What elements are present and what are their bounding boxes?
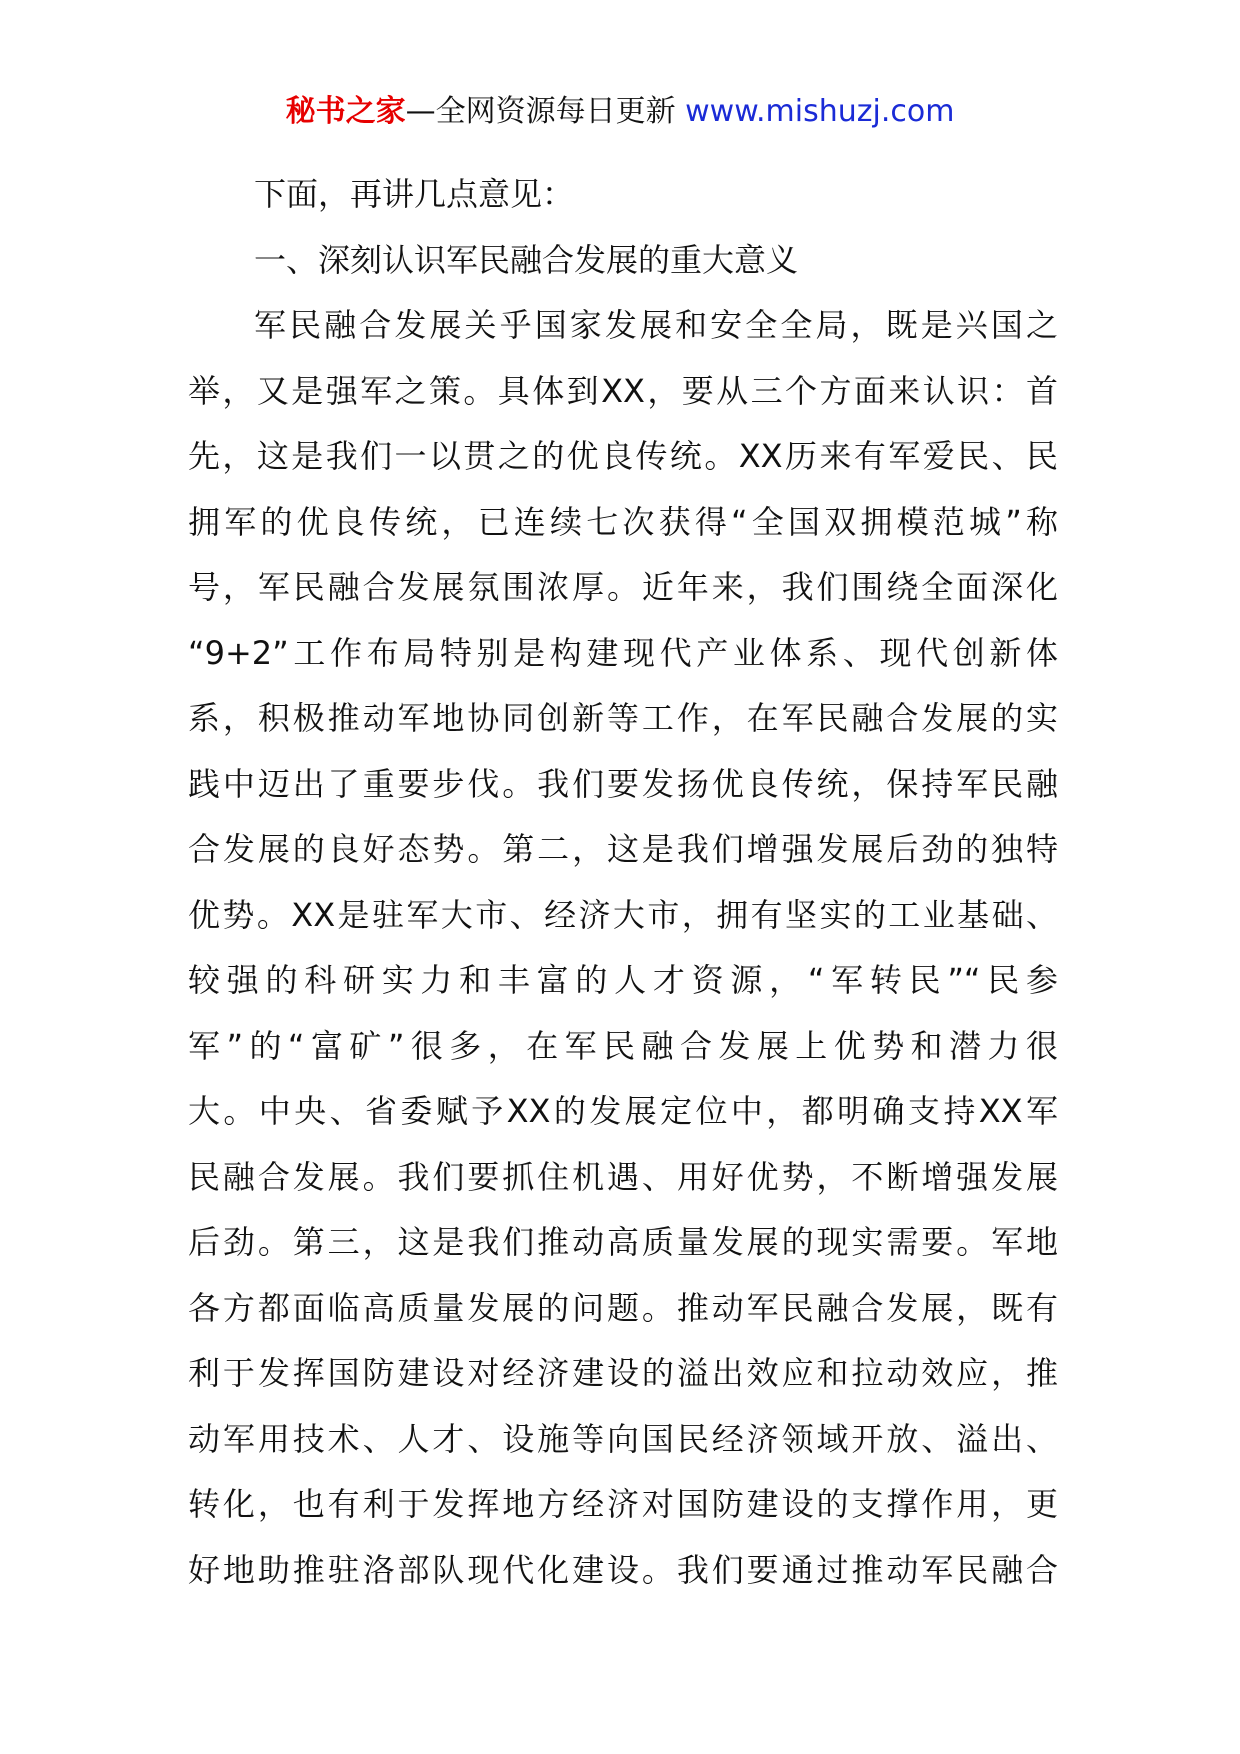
paragraph-line: 先，这是我们一以贯之的优良传统。XX历来有军爱民、民 <box>188 437 1058 475</box>
site-url-link[interactable]: www.mishuzj.com <box>685 94 955 129</box>
paragraph-line: “9+2”工作布局特别是构建现代产业体系、现代创新体 <box>188 633 1058 672</box>
brand-name: 秘书之家 <box>285 94 406 129</box>
paragraph-line: 拥军的优良传统，已连续七次获得“全国双拥模范城”称 <box>188 502 1058 541</box>
paragraph-line: 大。中央、省委赋予XX的发展定位中，都明确支持XX军 <box>188 1092 1058 1130</box>
paragraph-line: 民融合发展。我们要抓住机遇、用好优势，不断增强发展 <box>188 1157 1058 1196</box>
paragraph-line: 利于发挥国防建设对经济建设的溢出效应和拉动效应，推 <box>188 1354 1058 1392</box>
paragraph-line: 号，军民融合发展氛围浓厚。近年来，我们围绕全面深化 <box>188 568 1058 606</box>
site-header <box>0 92 1240 132</box>
paragraph-line: 践中迈出了重要步伐。我们要发扬优良传统，保持军民融 <box>188 764 1058 803</box>
paragraph-line: 系，积极推动军地协同创新等工作，在军民融合发展的实 <box>188 699 1058 737</box>
paragraph-line: 军”的“富矿”很多，在军民融合发展上优势和潜力很 <box>188 1026 1058 1065</box>
paragraph-line: 动军用技术、人才、设施等向国民经济领域开放、溢出、 <box>188 1419 1058 1458</box>
paragraph-line: 举，又是强军之策。具体到XX，要从三个方面来认识：首 <box>188 371 1058 410</box>
section-heading: 一、深刻认识军民融合发展的重大意义 <box>254 240 799 279</box>
paragraph-line: 好地助推驻洛部队现代化建设。我们要通过推动军民融合 <box>188 1550 1058 1589</box>
paragraph-line: 军民融合发展关乎国家发展和安全全局，既是兴国之 <box>254 306 1058 344</box>
paragraph-line: 优势。XX是驻军大市、经济大市，拥有坚实的工业基础、 <box>188 895 1058 934</box>
paragraph-line: 较强的科研实力和丰富的人才资源，“军转民”“民参 <box>188 961 1058 999</box>
paragraph-line: 各方都面临高质量发展的问题。推动军民融合发展，既有 <box>188 1288 1058 1327</box>
paragraph-line: 后劲。第三，这是我们推动高质量发展的现实需要。军地 <box>188 1223 1058 1261</box>
header-tagline: —全网资源每日更新 <box>405 94 686 129</box>
paragraph-line: 合发展的良好态势。第二，这是我们增强发展后劲的独特 <box>188 830 1058 868</box>
paragraph-line: 转化，也有利于发挥地方经济对国防建设的支撑作用，更 <box>188 1485 1058 1523</box>
intro-line: 下面，再讲几点意见： <box>254 175 575 213</box>
document-body <box>188 162 1058 1603</box>
